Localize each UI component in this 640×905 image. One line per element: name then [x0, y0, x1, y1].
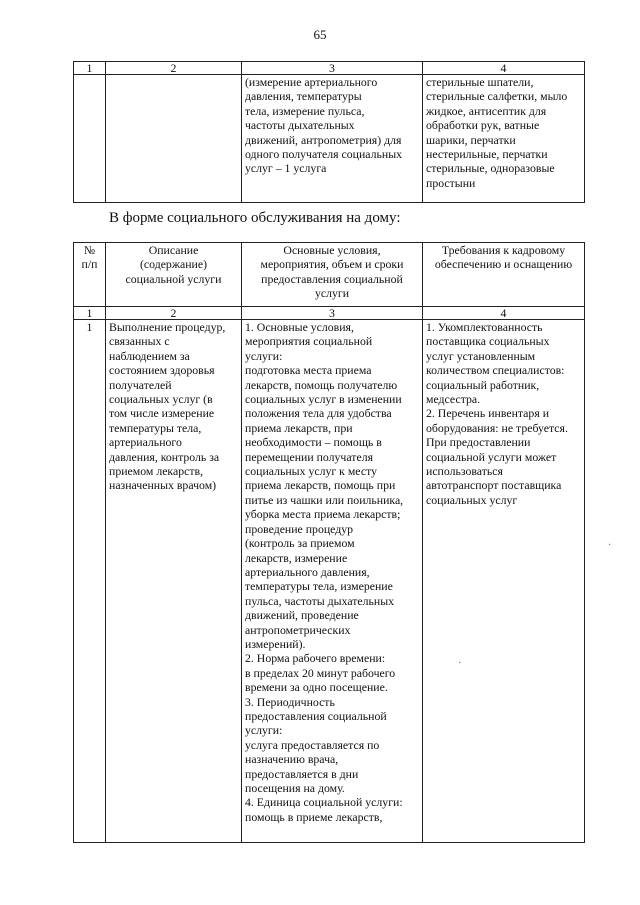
section-heading: В форме социального обслуживания на дому:: [109, 210, 401, 226]
row-requirements: 1. Укомплектованность поставщика социальных услуг установленным количеством специалистов: социальный работник, медсестра. 2. Перечень инвентаря и оборудования: не требуется. При предоставлении социальной услуги может использоваться автотранспорт поставщика социальных услуг: [423, 320, 585, 843]
cell-col1: [74, 75, 106, 203]
column-number: 3: [242, 62, 423, 75]
column-number: 4: [423, 62, 585, 75]
row-conditions: 1. Основные условия, мероприятия социальной услуги: подготовка места приема лекарств, помощь получателю социальных услуг в изменении положения тела для удобства приема лекарств, при необходимости – помощь в перемещении получателя социальных услуг к месту приема лекарств, помощь при питье из чашки или поильника, уборка места приема лекарств; проведение процедур (контроль за приемом лекарств, измерение артериального давления, температуры тела, измерение пульса, частоты дыхательных движений, проведение антропометрических измерений). 2. Норма рабочего времени: в пределах 20 минут рабочего времени за одно посещение. 3. Периодичность предоставления социальной услуги: услуга предоставляется по назначению врача, предоставляется в дни посещения на дому. 4. Единица социальной услуги: помощь в приеме лекарств,: [242, 320, 423, 843]
cell-requirements: стерильные шпатели, стерильные салфетки, мыло жидкое, антисептик для обработки рук, ватные шарики, перчатки нестерильные, перчатки стерильные, одноразовые простыни: [423, 75, 585, 203]
column-number: 1: [74, 62, 106, 75]
header-conditions: Основные условия, мероприятия, объем и сроки предоставления социальной услуги: [242, 243, 423, 307]
row-number: 1: [74, 320, 106, 843]
table-row: [74, 320, 585, 843]
column-number: 1: [74, 307, 106, 320]
header-requirements: Требования к кадровому обеспечению и оснащению: [423, 243, 585, 307]
column-number-row: [74, 62, 585, 75]
column-number: 2: [106, 62, 242, 75]
header-description: Описание (содержание) социальной услуги: [106, 243, 242, 307]
column-number: 3: [242, 307, 423, 320]
page-number: 65: [313, 27, 327, 42]
column-number: 2: [106, 307, 242, 320]
column-number-row: [74, 307, 585, 320]
cell-col2: [106, 75, 242, 203]
header-row: [74, 243, 585, 307]
table-row: [74, 75, 585, 203]
services-table: [73, 242, 585, 843]
header-number: № п/п: [74, 243, 106, 307]
cell-conditions: (измерение артериального давления, температуры тела, измерение пульса, частоты дыхательных движений, антропометрия) для одного получателя социальных услуг – 1 услуга: [242, 75, 423, 203]
scan-dot: ·: [458, 658, 462, 669]
row-description: Выполнение процедур, связанных с наблюдением за состоянием здоровья получателей социальных услуг (в том числе измерение температуры тела, артериального давления, контроль за приемом лекарств, назначенных врачом): [106, 320, 242, 843]
column-number: 4: [423, 307, 585, 320]
scan-dot: ·: [608, 540, 612, 551]
continuation-table: [73, 61, 585, 203]
